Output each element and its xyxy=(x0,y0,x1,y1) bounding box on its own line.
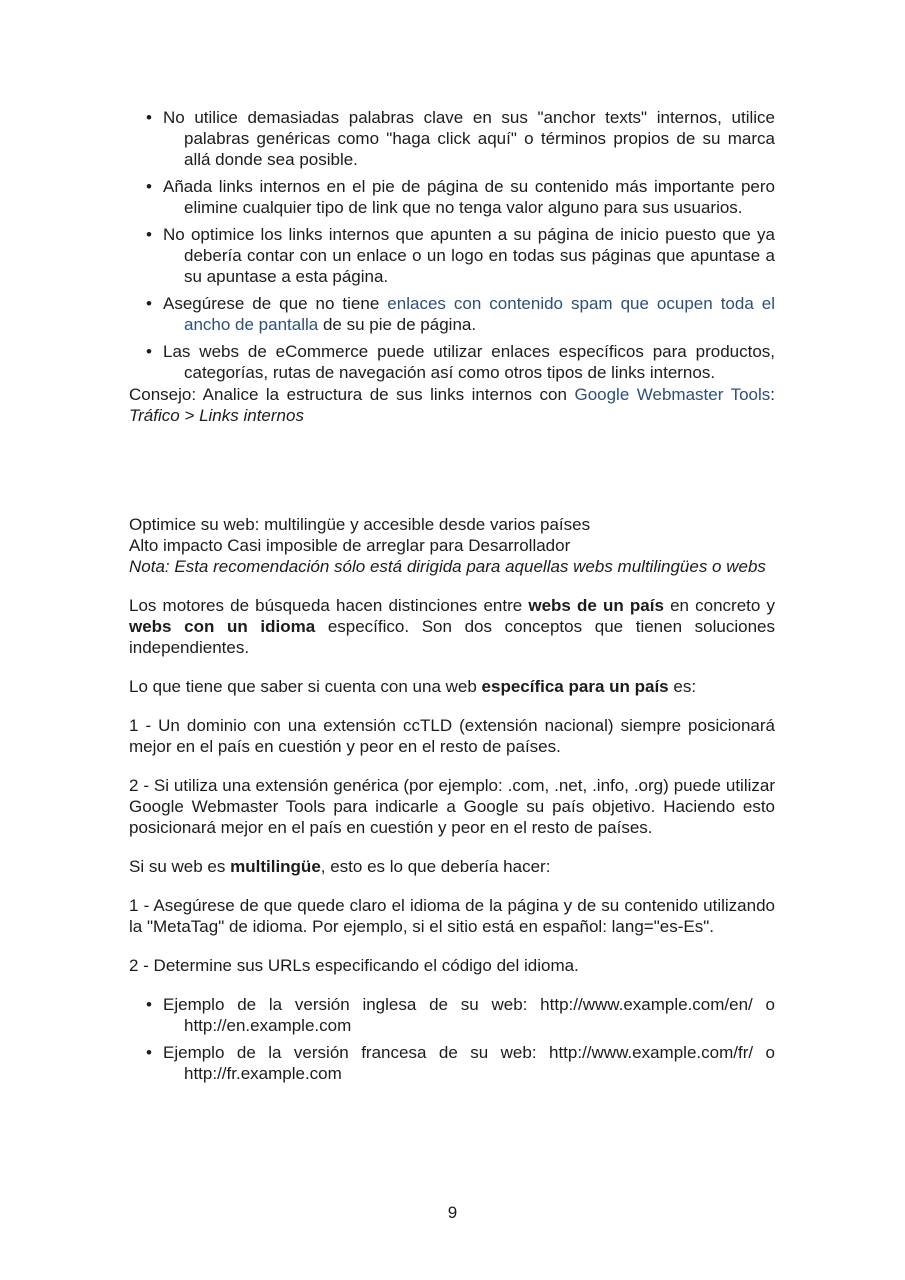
section-note: Nota: Esta recomendación sólo está dirigida para aquellas webs multilingües o webs xyxy=(129,557,766,576)
bullet-icon: • xyxy=(146,108,152,127)
country-item-2: 2 - Si utiliza una extensión genérica (por ejemplo: .com, .net, .info, .org) puede utilizar Google Webmaster Tools para indicarle a Google su país objetivo. Haciendo esto posicionará mejor en el país en cuestión y peor en el resto de países. xyxy=(129,776,775,837)
list-item: • No optimice los links internos que apunten a su página de inicio puesto que ya debería contar con un enlace o un logo en todas sus páginas que apuntase a su apuntase a esta página. xyxy=(146,225,775,286)
multilingual-item-1: 1 - Asegúrese de que quede claro el idioma de la página y de su contenido utilizando la "MetaTag" de idioma. Por ejemplo, si el sitio está en español: lang="es-Es". xyxy=(129,896,775,936)
tip-path: Tráfico > Links internos xyxy=(129,406,304,425)
url-examples-list xyxy=(129,994,775,1084)
intro-paragraph: Los motores de búsqueda hacen distinciones entre webs de un país en concreto y webs con un idioma específico. Son dos conceptos que tienen soluciones independientes. xyxy=(129,596,775,657)
section-meta: Alto impacto Casi imposible de arreglar para Desarrollador xyxy=(129,536,571,555)
bullet-icon: • xyxy=(146,1043,152,1062)
country-item-1: 1 - Un dominio con una extensión ccTLD (extensión nacional) siempre posicionará mejor en el país en cuestión y peor en el resto de países. xyxy=(129,716,775,756)
bullet-icon: • xyxy=(146,342,152,361)
internal-links-list xyxy=(129,107,775,383)
page-number: 9 xyxy=(447,1203,458,1222)
list-item: • Asegúrese de que no tiene enlaces con contenido spam que ocupen toda el ancho de pantalla de su pie de página. xyxy=(146,294,776,334)
section-title: Optimice su web: multilingüe y accesible desde varios países xyxy=(129,515,591,534)
document-page xyxy=(129,107,775,1090)
tip-paragraph: Consejo: Analice la estructura de sus links internos con Google Webmaster Tools: Tráfico > Links internos xyxy=(129,385,775,425)
multilingual-lead: Si su web es multilingüe, esto es lo que debería hacer: xyxy=(129,857,551,876)
list-item: • No utilice demasiadas palabras clave en sus "anchor texts" internos, utilice palabras genéricas como "haga click aquí" o términos propios de su marca allá donde sea posible. xyxy=(146,108,775,169)
bullet-icon: • xyxy=(146,294,152,313)
country-lead: Lo que tiene que saber si cuenta con una web específica para un país es: xyxy=(129,677,697,696)
list-item: • Las webs de eCommerce puede utilizar enlaces específicos para productos, categorías, rutas de navegación así como otros tipos de links internos. xyxy=(146,342,775,382)
list-item: • Añada links internos en el pie de página de su contenido más importante pero elimine cualquier tipo de link que no tenga valor alguno para sus usuarios. xyxy=(146,177,775,217)
list-item: • Ejemplo de la versión francesa de su web: http://www.example.com/fr/ o http://fr.example.com xyxy=(146,1043,775,1083)
bullet-icon: • xyxy=(146,995,152,1014)
list-item: • Ejemplo de la versión inglesa de su web: http://www.example.com/en/ o http://en.example.com xyxy=(146,995,775,1035)
bullet-icon: • xyxy=(146,177,152,196)
google-webmaster-tools-link[interactable]: Google Webmaster Tools xyxy=(574,385,771,404)
multilingual-item-2: 2 - Determine sus URLs especificando el código del idioma. xyxy=(129,956,579,975)
bullet-icon: • xyxy=(146,225,152,244)
spam-footer-links-link[interactable]: enlaces con contenido spam que ocupen toda el ancho de pantalla xyxy=(184,294,776,334)
